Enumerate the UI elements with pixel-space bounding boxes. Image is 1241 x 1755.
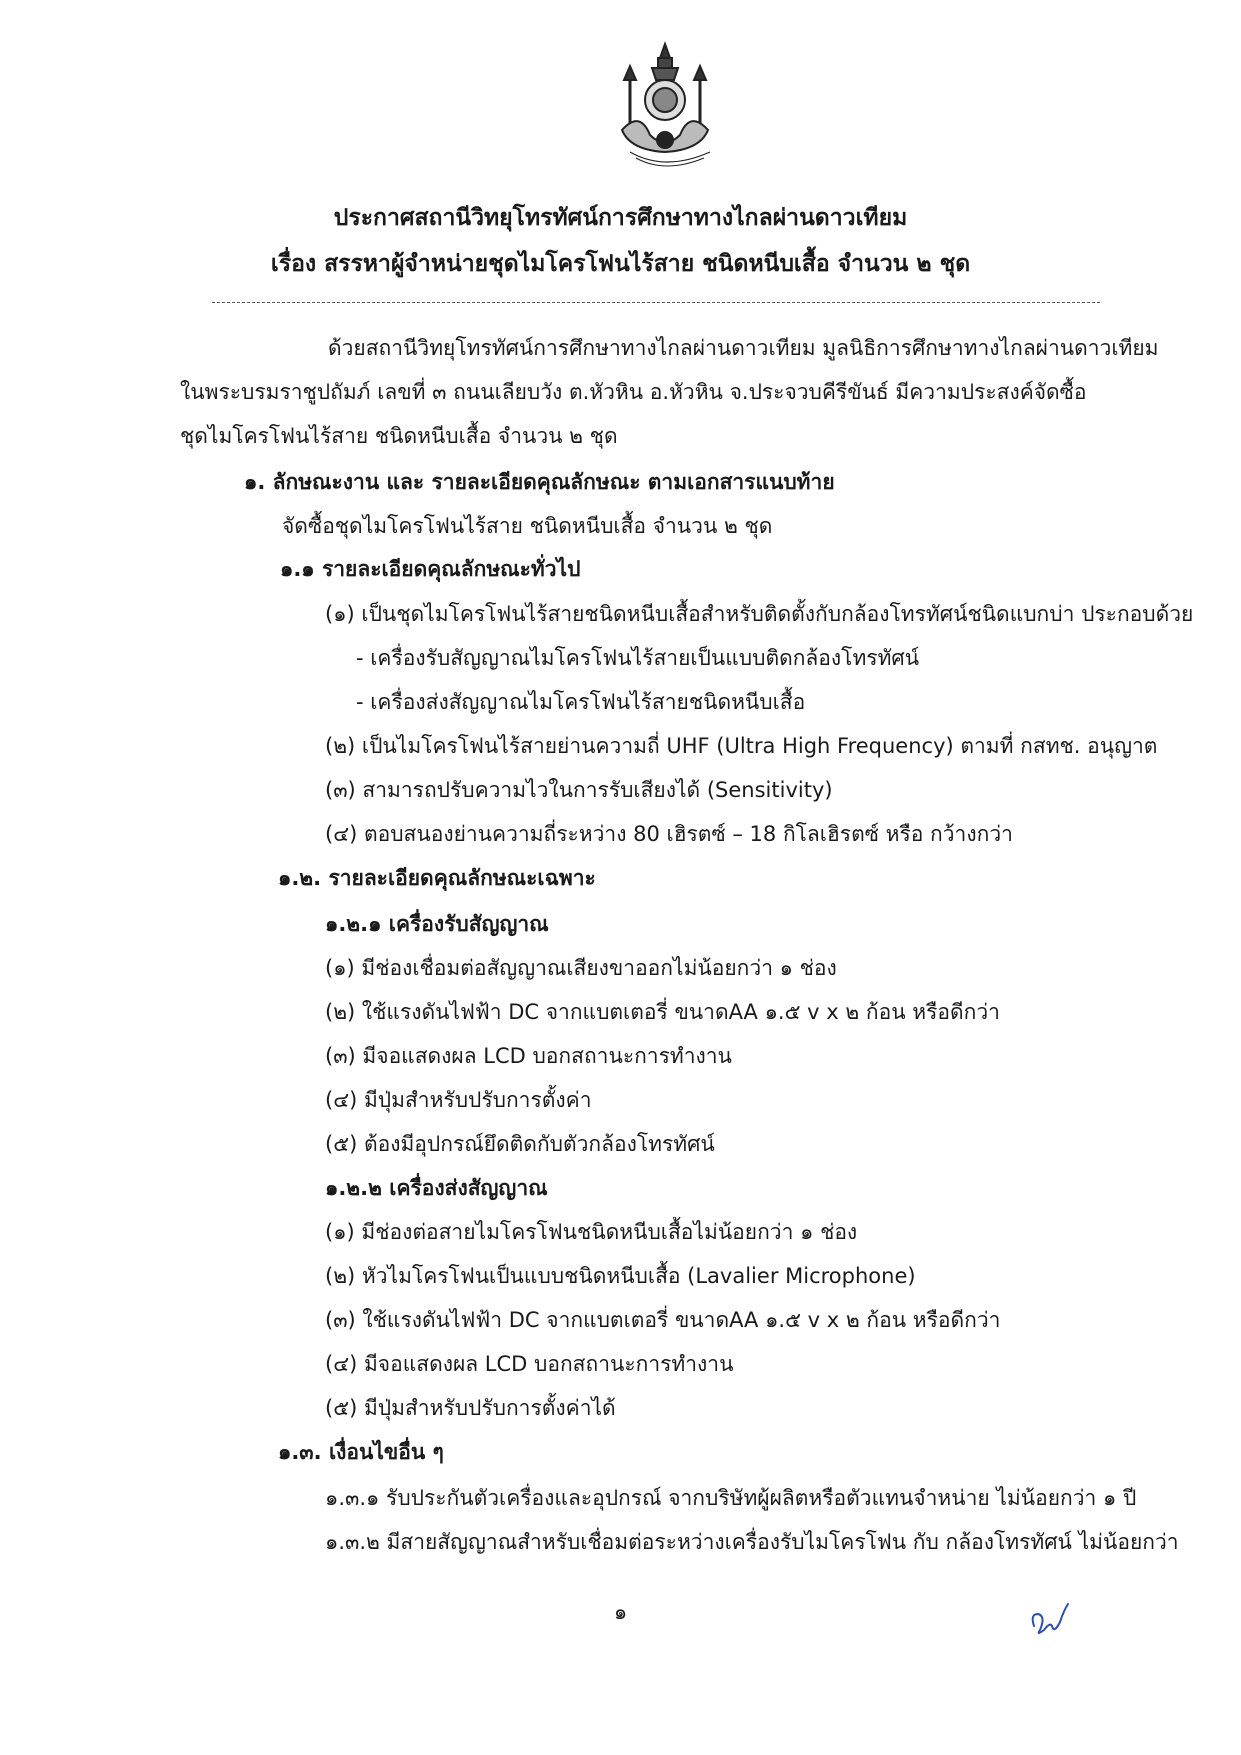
condition-1-3-2: ๑.๓.๒ มีสายสัญญาณสำหรับเชื่อมต่อระหว่างเครื่องรับไมโครโฟน กับ กล้องโทรทัศน์ ไม่น้อยกว่า <box>325 1530 1179 1554</box>
general-item-2: (๒) เป็นไมโครโฟนไร้สายย่านความถี่ UHF (Ultra High Frequency) ตามที่ กสทช. อนุญาต <box>325 734 1158 758</box>
transmitter-item-4: (๔) มีจอแสดงผล LCD บอกสถานะการทำงาน <box>325 1352 734 1376</box>
receiver-item-5: (๕) ต้องมีอุปกรณ์ยึดติดกับตัวกล้องโทรทัศน์ <box>325 1132 715 1156</box>
section-1-heading: ๑. ลักษณะงาน และ รายละเอียดคุณลักษณะ ตามเอกสารแนบท้าย <box>244 470 835 494</box>
transmitter-item-5: (๕) มีปุ่มสำหรับปรับการตั้งค่าได้ <box>325 1396 616 1420</box>
receiver-item-3: (๓) มีจอแสดงผล LCD บอกสถานะการทำงาน <box>325 1044 732 1068</box>
royal-emblem-logo <box>600 40 730 170</box>
intro-line-1: ด้วยสถานีวิทยุโทรทัศน์การศึกษาทางไกลผ่านดาวเทียม มูลนิธิการศึกษาทางไกลผ่านดาวเทียม <box>328 336 1159 360</box>
dashed-divider <box>212 302 1100 303</box>
transmitter-item-3: (๓) ใช้แรงดันไฟฟ้า DC จากแบตเตอรี่ ขนาดAA ๑.๕ v x ๒ ก้อน หรือดีกว่า <box>325 1308 1001 1332</box>
announcement-subject: เรื่อง สรรหาผู้จำหน่ายชุดไมโครโฟนไร้สาย ชนิดหนีบเสื้อ จำนวน ๒ ชุด <box>270 251 971 277</box>
page-number: ๑ <box>613 1600 628 1624</box>
section-1-1-heading: ๑.๑ รายละเอียดคุณลักษณะทั่วไป <box>280 557 581 581</box>
intro-line-2: ในพระบรมราชูปถัมภ์ เลขที่ ๓ ถนนเลียบวัง ต.หัวหิน อ.หัวหิน จ.ประจวบคีรีขันธ์ มีความประสงค์จัดซื้อ <box>180 380 1087 404</box>
transmitter-heading: ๑.๒.๒ เครื่องส่งสัญญาณ <box>325 1176 548 1200</box>
receiver-item-1: (๑) มีช่องเชื่อมต่อสัญญาณเสียงขาออกไม่น้อยกว่า ๑ ช่อง <box>325 956 837 980</box>
section-1-description: จัดซื้อชุดไมโครโฟนไร้สาย ชนิดหนีบเสื้อ จำนวน ๒ ชุด <box>282 514 773 538</box>
transmitter-item-1: (๑) มีช่องต่อสายไมโครโฟนชนิดหนีบเสื้อไม่น้อยกว่า ๑ ช่อง <box>325 1220 858 1244</box>
general-item-3: (๓) สามารถปรับความไวในการรับเสียงได้ (Sensitivity) <box>325 778 833 802</box>
handwritten-initials-signature <box>1026 1600 1076 1640</box>
receiver-item-4: (๔) มีปุ่มสำหรับปรับการตั้งค่า <box>325 1088 592 1112</box>
receiver-item-2: (๒) ใช้แรงดันไฟฟ้า DC จากแบตเตอรี่ ขนาดAA ๑.๕ v x ๒ ก้อน หรือดีกว่า <box>325 1000 1000 1024</box>
receiver-heading: ๑.๒.๑ เครื่องรับสัญญาณ <box>325 912 549 936</box>
general-item-1: (๑) เป็นชุดไมโครโฟนไร้สายชนิดหนีบเสื้อสำหรับติดตั้งกับกล้องโทรทัศน์ชนิดแบกบ่า ประกอบด้วย <box>325 602 1194 626</box>
general-item-1-sub-a: - เครื่องรับสัญญาณไมโครโฟนไร้สายเป็นแบบติดกล้องโทรทัศน์ <box>356 646 920 670</box>
transmitter-item-2: (๒) หัวไมโครโฟนเป็นแบบชนิดหนีบเสื้อ (Lavalier Microphone) <box>325 1264 916 1288</box>
general-item-1-sub-b: - เครื่องส่งสัญญาณไมโครโฟนไร้สายชนิดหนีบเสื้อ <box>356 690 806 714</box>
condition-1-3-1: ๑.๓.๑ รับประกันตัวเครื่องและอุปกรณ์ จากบริษัทผู้ผลิตหรือตัวแทนจำหน่าย ไม่น้อยกว่า ๑ ปี <box>325 1486 1137 1510</box>
section-1-3-heading: ๑.๓. เงื่อนไขอื่น ๆ <box>278 1440 444 1464</box>
section-1-2-heading: ๑.๒. รายละเอียดคุณลักษณะเฉพาะ <box>278 866 596 890</box>
announcement-title: ประกาศสถานีวิทยุโทรทัศน์การศึกษาทางไกลผ่านดาวเทียม <box>333 205 908 231</box>
general-item-4: (๔) ตอบสนองย่านความถี่ระหว่าง 80 เฮิรตซ์ – 18 กิโลเฮิรตซ์ หรือ กว้างกว่า <box>325 822 1013 846</box>
intro-line-3: ชุดไมโครโฟนไร้สาย ชนิดหนีบเสื้อ จำนวน ๒ ชุด <box>180 424 618 448</box>
